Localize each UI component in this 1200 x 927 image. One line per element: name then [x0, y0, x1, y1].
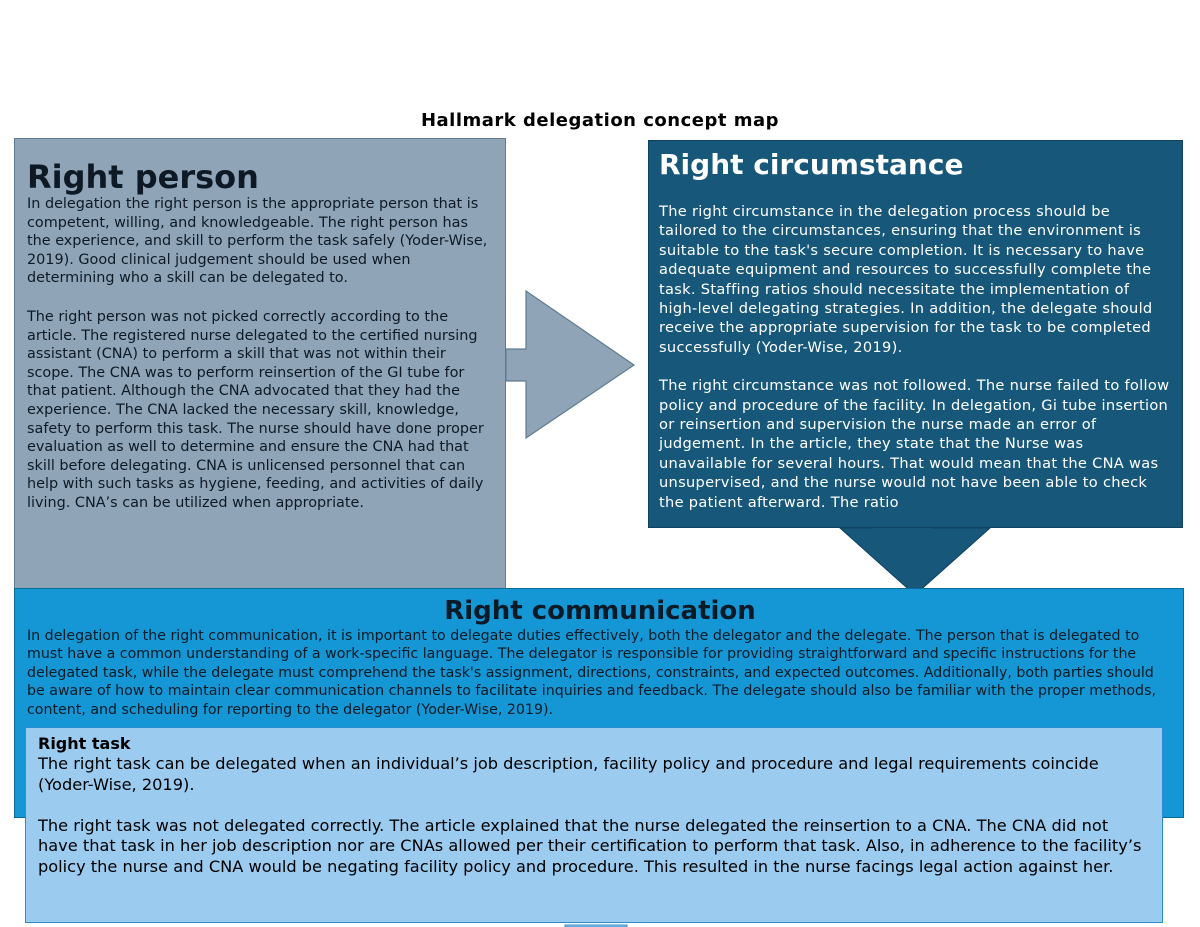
right-task-heading: Right task — [38, 734, 131, 753]
right-circumstance-definition: The right circumstance in the delegation process should be tailored to the circumstances, ensuring that the environment is suitable to the task's secure completion. It is necessary to have adequate equipment and resources to successfully complete the task. Staffing ratios should necessitate the implementation of high-level delegating strategies. In addition, the delegate should receive the appropriate supervision for the task to be completed successfully (Yoder-Wise, 2019). — [659, 203, 1153, 356]
right-circumstance-heading: Right circumstance — [659, 148, 964, 181]
arrow-circumstance-to-communication — [840, 528, 990, 595]
right-task-analysis: The right task was not delegated correctly. The article explained that the nurse delegated the reinsertion to a CNA. The CNA did not have that task in her job description nor are CNAs allowed per their certification to perform that task. Also, in adherence to the facility’s policy the nurse and CNA would be negating facility policy and procedure. This resulted in the nurse facings legal action against her. — [38, 815, 1142, 877]
right-communication-heading: Right communication — [444, 596, 756, 626]
right-task-definition: The right task can be delegated when an individual’s job description, facility policy and procedure and legal requirements coincide (Yoder-Wise, 2019). — [38, 754, 1099, 794]
right-person-analysis: The right person was not picked correctly according to the article. The registered nurse delegated to the certified nursing assistant (CNA) to perform a skill that was not within their scope. The CNA was to perform reinsertion of the GI tube for that patient. Although the CNA advocated that they had the experience. The CNA lacked the necessary skill, knowledge, safety to perform this task. The nurse should have done proper evaluation as well to determine and ensure the CNA had that skill before delegating. CNA is unlicensed personnel that can help with such tasks as hygiene, feeding, and activities of daily living. CNA’s can be utilized when appropriate. — [27, 308, 484, 511]
right-communication-definition: In delegation of the right communication, it is important to delegate duties effectively, both the delegator and the delegate. The person that is delegated to must have a common understanding of a work-specific language. The delegator is responsible for providing straightforward and specific instructions for the delegated task, while the delegate must comprehend the task's assignment, directions, constraints, and expected outcomes. Additionally, both parties should be aware of how to maintain clear communication channels to facilitate inquiries and feedback. The delegate should also be familiar with the proper methods, content, and scheduling for reporting to the delegator (Yoder-Wise, 2019). — [27, 628, 1156, 718]
right-task-box — [25, 727, 1163, 923]
right-circumstance-analysis: The right circumstance was not followed. The nurse failed to follow policy and procedure of the facility. In delegation, Gi tube insertion or reinsertion and supervision the nurse made an error of judgement. In the article, they state that the Nurse was unavailable for several hours. That would mean that the CNA was unsupervised, and the nurse would not have been able to check the patient afterward. The ratio — [659, 377, 1170, 511]
right-person-definition: In delegation the right person is the appropriate person that is competent, willing, and knowledgeable. The right person has the experience, and skill to perform the task safely (Yoder-Wise, 2019). Good clinical judgement should be used when determining who a skill can be delegated to. — [27, 196, 488, 287]
diagram-title: Hallmark delegation concept map — [420, 110, 780, 131]
right-circumstance-box — [648, 140, 1183, 528]
right-person-box — [14, 138, 506, 590]
right-person-heading: Right person — [27, 158, 259, 196]
arrow-person-to-circumstance — [506, 291, 634, 438]
